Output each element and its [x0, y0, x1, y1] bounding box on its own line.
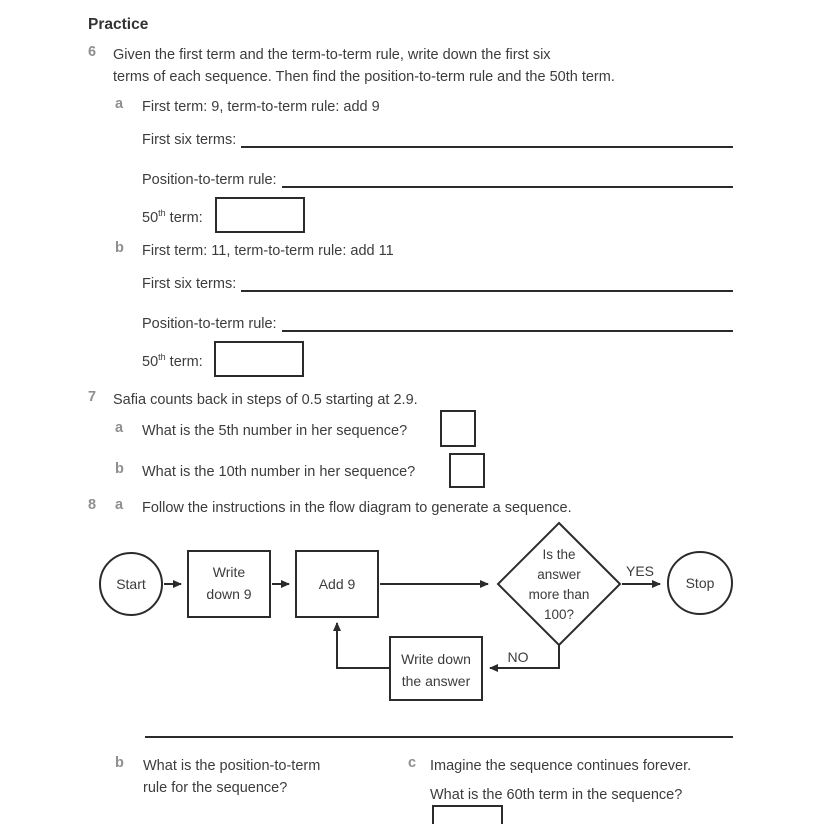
position-rule-row-b — [142, 313, 733, 335]
question-7-intro: Safia counts back in steps of 0.5 starting at 2.9. — [113, 392, 418, 408]
part-7a-question: What is the 5th number in her sequence? — [142, 423, 408, 439]
part-7b-question: What is the 10th number in her sequence? — [142, 464, 416, 480]
first-six-terms-label-b: First six terms: — [142, 276, 237, 292]
question-6-line2: terms of each sequence. Then find the position-to-term rule and the 50th term. — [113, 69, 615, 85]
part-8b-line1: What is the position-to-term — [143, 758, 321, 774]
position-rule-label-b: Position-to-term rule: — [142, 316, 277, 332]
answer-box-8c[interactable] — [432, 805, 503, 824]
term50-answer-box-a[interactable] — [215, 197, 305, 233]
first-six-terms-row-a — [142, 129, 733, 151]
write-answer-node — [390, 637, 482, 700]
part-6b-label: b — [115, 240, 124, 256]
first-six-terms-label-a: First six terms: — [142, 132, 237, 148]
part-6b-prompt: First term: 11, term-to-term rule: add 11 — [142, 243, 394, 259]
decision-label-line4: 100? — [543, 607, 575, 622]
position-rule-answer-line-a[interactable] — [282, 174, 733, 188]
question-6-line1: Given the first term and the term-to-term rule, write down the first six — [113, 47, 551, 63]
term50-answer-box-b[interactable] — [214, 341, 304, 377]
write-answer-label-line1: Write down — [401, 651, 471, 667]
answer-box-7b[interactable] — [449, 453, 485, 488]
sequence-answer-line[interactable] — [145, 736, 733, 738]
term50-label-a — [142, 202, 203, 229]
term50-sup-a: th — [158, 208, 166, 218]
part-8a-label: a — [115, 497, 124, 513]
part-6a-prompt: First term: 9, term-to-term rule: add 9 — [142, 99, 380, 115]
question-6-text — [113, 44, 753, 88]
decision-label-line2: answer — [537, 567, 581, 582]
first-six-terms-answer-line-b[interactable] — [241, 278, 733, 292]
part-7a-label: a — [115, 420, 124, 436]
start-node-label: Start — [116, 576, 146, 592]
part-7b-label: b — [115, 461, 124, 477]
stop-node-label: Stop — [685, 575, 715, 591]
part-6a-label: a — [115, 96, 124, 112]
first-six-terms-row-b — [142, 273, 733, 295]
term50-rest-b: term: — [165, 353, 203, 370]
write9-label-line2: down 9 — [206, 586, 252, 602]
add9-label: Add 9 — [318, 576, 356, 592]
term50-label-b — [142, 346, 203, 373]
position-rule-label-a: Position-to-term rule: — [142, 172, 277, 188]
answer-box-7a[interactable] — [440, 410, 476, 447]
question-7-number: 7 — [88, 389, 97, 405]
decision-node — [498, 523, 620, 645]
first-six-terms-answer-line-a[interactable] — [241, 134, 733, 148]
term50-rest-a: term: — [165, 209, 203, 226]
question-8-number: 8 — [88, 497, 97, 513]
term50-num-a: 50 — [142, 209, 159, 226]
yes-label: YES — [625, 563, 655, 579]
part-8b-text — [143, 755, 383, 799]
part-8a-text: Follow the instructions in the flow diagram to generate a sequence. — [142, 500, 572, 516]
position-rule-row-a — [142, 169, 733, 191]
question-6-number: 6 — [88, 44, 97, 60]
write9-node — [188, 551, 270, 617]
part-8c-line1: Imagine the sequence continues forever. — [430, 758, 692, 774]
term50-num-b: 50 — [142, 353, 159, 370]
term50-sup-b: th — [158, 352, 166, 362]
part-8c-label: c — [408, 755, 417, 771]
write-answer-label-line2: the answer — [401, 673, 471, 689]
flow-diagram — [0, 515, 824, 715]
no-label: NO — [507, 649, 529, 665]
part-8c-line2: What is the 60th term in the sequence? — [430, 787, 683, 803]
write9-label-line1: Write — [212, 564, 246, 580]
decision-label-line3: more than — [528, 587, 590, 602]
arrow-writeanswer-to-add9 — [337, 623, 390, 668]
practice-heading: Practice — [88, 16, 149, 33]
decision-label-line1: Is the — [542, 547, 576, 562]
part-8b-label: b — [115, 755, 124, 771]
position-rule-answer-line-b[interactable] — [282, 318, 733, 332]
part-8b-line2: rule for the sequence? — [143, 780, 288, 796]
